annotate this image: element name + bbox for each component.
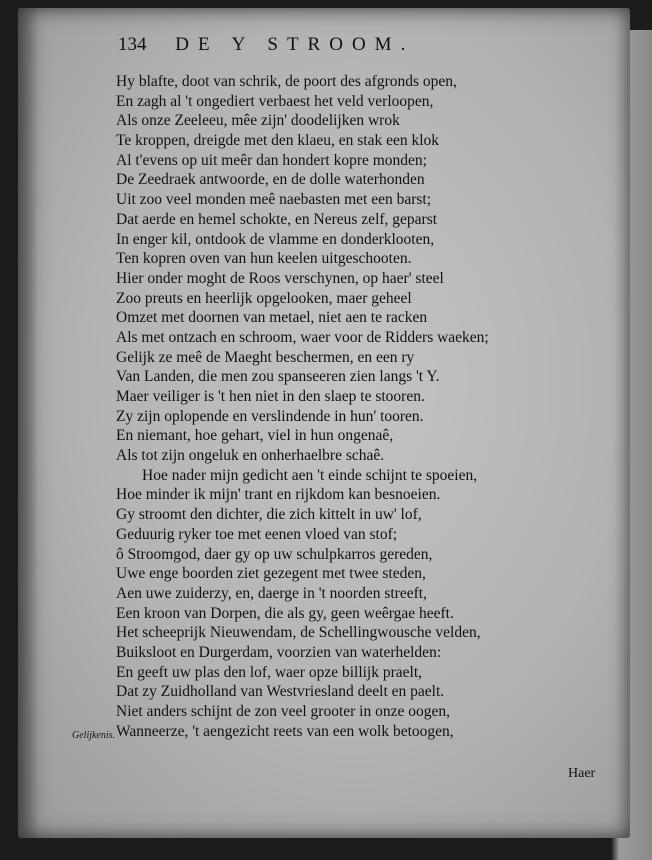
poem-line: Ten kopren oven van hun keelen uitgeschooten. [116, 250, 412, 268]
poem-line: Een kroon van Dorpen, die als gy, geen weêrgae heeft. [116, 604, 454, 622]
poem-line: Gy stroomt den dichter, die zich kittelt in uw' lof, [116, 506, 422, 524]
poem-line: Te kroppen, dreigde met den klaeu, en stak een klok [116, 132, 440, 150]
poem-line: Niet anders schijnt de zon veel grooter in onze oogen, [116, 703, 450, 720]
poem-line: Gelijk ze meê de Maeght beschermen, en een ry [116, 348, 415, 366]
margin-note: Gelijkenis. [72, 730, 116, 741]
running-header [118, 34, 414, 56]
poem-line: En geeft uw plas den lof, waer opze billijk praelt, [116, 663, 423, 681]
poem-line: ô Stroomgod, daer gy op uw schulpkarros gereden, [116, 545, 433, 563]
poem-body [116, 72, 576, 741]
poem-line: Uwe enge boorden ziet gezegent met twee steden, [116, 565, 426, 583]
poem-line: Aen uwe zuiderzy, en, daerge in 't noorden streeft, [116, 584, 427, 602]
poem-line: Hy blafte, doot van schrik, de poort des afgronds open, [116, 73, 457, 90]
poem-line: Hier onder moght de Roos verschynen, op haer' steel [116, 269, 444, 287]
poem-line: De Zeedraek antwoorde, en de dolle waterhonden [116, 171, 425, 189]
poem-line: In enger kil, ontdook de vlamme en donderklooten, [116, 230, 435, 248]
poem-line: Wanneerze, 't aengezicht reets van een wolk betoogen, [116, 722, 454, 740]
page-gutter-shadow [18, 8, 38, 838]
poem-line: Geduurig ryker toe met eenen vloed van stof; [116, 525, 398, 543]
poem-line: Zoo preuts en heerlijk opgelooken, maer geheel [116, 289, 412, 307]
poem-line: Uit zoo veel monden meê naebasten met een barst; [116, 191, 432, 209]
page-number: 134 [118, 34, 147, 55]
poem-line: Zy zijn oplopende en verslindende in hun' tooren. [116, 407, 424, 425]
poem-line: Hoe minder ik mijn' trant en rijkdom kan besnoeien. [116, 486, 441, 504]
poem-line: Buiksloot en Durgerdam, voorzien van waterhelden: [116, 643, 442, 661]
poem-line: Het scheeprijk Nieuwendam, de Schellingwousche velden, [116, 624, 481, 642]
poem-line: Als onze Zeeleeu, mêe zijn' doodelijken wrok [116, 112, 400, 130]
poem-line: En niemant, hoe gehart, viel in hun ongenaê, [116, 427, 394, 445]
poem-line: Maer veiliger is 't hen niet in den slaep te stooren. [116, 388, 425, 405]
poem-line: Al t'evens op uit meêr dan hondert kopre monden; [116, 151, 427, 169]
poem-line: Dat zy Zuidholland van Westvriesland deelt en paelt. [116, 683, 445, 701]
running-title: DE Y STROOM. [175, 34, 415, 55]
poem-line: Omzet met doornen van metael, niet aen te racken [116, 309, 428, 327]
poem-line: En zagh al 't ongediert verbaest het veld verloopen, [116, 92, 434, 110]
poem-line: Als tot zijn ongeluk en onherhaelbre schaê. [116, 447, 385, 465]
poem-line: Als met ontzach en schroom, waer voor de Ridders waeken; [116, 328, 489, 346]
poem-line: Hoe nader mijn gedicht aen 't einde schijnt te spoeien, [142, 466, 478, 484]
catchword: Haer [568, 766, 596, 781]
poem-line: Van Landen, die men zou spanseeren zien langs 't Y. [116, 368, 440, 386]
poem-line: Dat aerde en hemel schokte, en Nereus zelf, geparst [116, 210, 438, 228]
